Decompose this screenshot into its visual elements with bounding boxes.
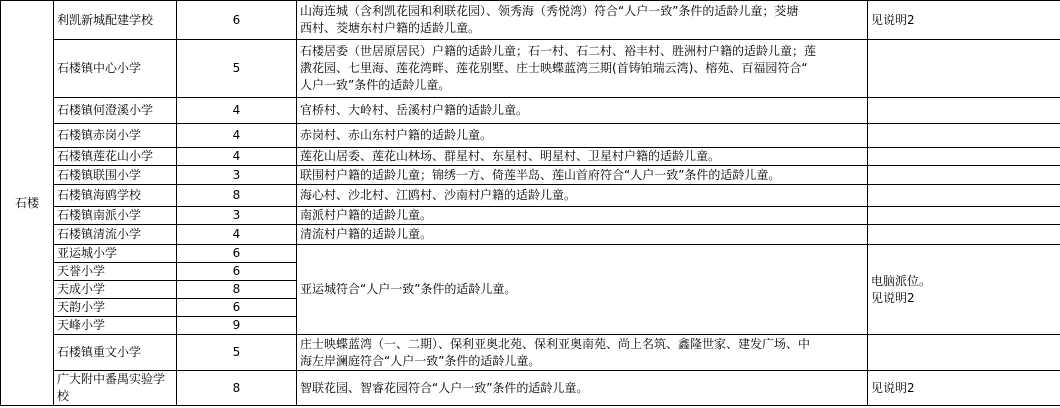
remark	[868, 207, 1060, 225]
remark	[868, 98, 1060, 124]
class-count: 4	[177, 124, 297, 148]
remark	[868, 40, 1060, 98]
school-name: 天峰小学	[54, 317, 177, 335]
enrollment-area: 清流村户籍的适龄儿童。	[297, 225, 868, 245]
enrollment-area: 联围村户籍的适龄儿童；锦绣一方、倚莲半岛、莲山首府符合“人户一致”条件的适龄儿童。	[297, 166, 868, 185]
remark	[868, 166, 1060, 185]
class-count: 3	[177, 166, 297, 185]
school-name: 天成小学	[54, 281, 177, 299]
school-name: 石楼镇联围小学	[54, 166, 177, 185]
class-count: 4	[177, 225, 297, 245]
class-count: 4	[177, 98, 297, 124]
remark	[868, 185, 1060, 207]
enrollment-area: 石楼居委（世居原居民）户籍的适龄儿童；石一村、石二村、裕丰村、胜洲村户籍的适龄儿童；莲 漖花园、七里海、莲花湾畔、莲花别墅、庄士映蝶蓝湾三期(首铸铂瑞云湾)、榕苑、百福园符合“ 人户一致”条件的适龄儿童。	[297, 40, 868, 98]
remark	[868, 124, 1060, 148]
school-name: 天誉小学	[54, 263, 177, 281]
table-row	[1, 1, 1060, 40]
school-name: 石楼镇清流小学	[54, 225, 177, 245]
class-count: 8	[177, 371, 297, 406]
table-row	[1, 148, 1060, 166]
enrollment-area: 亚运城符合“人户一致”条件的适龄儿童。	[297, 245, 868, 335]
table-row	[1, 185, 1060, 207]
enrollment-area: 智联花园、智睿花园符合“人户一致”条件的适龄儿童。	[297, 371, 868, 406]
enrollment-area: 赤岗村、赤山东村户籍的适龄儿童。	[297, 124, 868, 148]
remark	[868, 225, 1060, 245]
school-name: 石楼镇赤岗小学	[54, 124, 177, 148]
remark	[868, 148, 1060, 166]
class-count: 8	[177, 185, 297, 207]
town-cell: 石楼	[1, 1, 54, 406]
class-count: 5	[177, 40, 297, 98]
remark: 电脑派位。 见说明2	[868, 245, 1060, 335]
enrollment-area: 官桥村、大岭村、岳溪村户籍的适龄儿童。	[297, 98, 868, 124]
table-row	[1, 245, 1060, 263]
enrollment-area: 庄士映蝶蓝湾（一、二期）、保利亚奥北苑、保利亚奥南苑、尚上名筑、鑫隆世家、建发广场、中 海左岸澜庭符合“人户一致”条件的适龄儿童。	[297, 335, 868, 371]
school-name: 石楼镇中心小学	[54, 40, 177, 98]
table-row	[1, 98, 1060, 124]
class-count: 5	[177, 335, 297, 371]
school-name: 天韵小学	[54, 299, 177, 317]
enrollment-area: 山海连城（含利凯花园和利联花园）、领秀海（秀悦湾）符合“人户一致”条件的适龄儿童；茭塘 西村、茭塘东村户籍的适龄儿童。	[297, 1, 868, 40]
class-count: 3	[177, 207, 297, 225]
enrollment-area: 海心村、沙北村、江鸥村、沙南村户籍的适龄儿童。	[297, 185, 868, 207]
school-name: 石楼镇重文小学	[54, 335, 177, 371]
school-name: 石楼镇海鸥学校	[54, 185, 177, 207]
table-row	[1, 166, 1060, 185]
table-row	[1, 371, 1060, 406]
table-row	[1, 335, 1060, 371]
school-name: 石楼镇莲花山小学	[54, 148, 177, 166]
school-name: 石楼镇何澄溪小学	[54, 98, 177, 124]
table-row	[1, 124, 1060, 148]
enrollment-area: 南派村户籍的适龄儿童。	[297, 207, 868, 225]
table-row	[1, 207, 1060, 225]
class-count: 6	[177, 299, 297, 317]
school-name: 利凯新城配建学校	[54, 1, 177, 40]
remark: 见说明2	[868, 371, 1060, 406]
school-name: 亚运城小学	[54, 245, 177, 263]
table-row	[1, 225, 1060, 245]
class-count: 6	[177, 263, 297, 281]
class-count: 6	[177, 245, 297, 263]
school-name: 石楼镇南派小学	[54, 207, 177, 225]
class-count: 8	[177, 281, 297, 299]
school-name: 广大附中番禺实验学 校	[54, 371, 177, 406]
table-row	[1, 40, 1060, 98]
class-count: 4	[177, 148, 297, 166]
remark	[868, 335, 1060, 371]
enrollment-area: 莲花山居委、莲花山林场、群星村、东星村、明星村、卫星村户籍的适龄儿童。	[297, 148, 868, 166]
class-count: 9	[177, 317, 297, 335]
class-count: 6	[177, 1, 297, 40]
remark: 见说明2	[868, 1, 1060, 40]
